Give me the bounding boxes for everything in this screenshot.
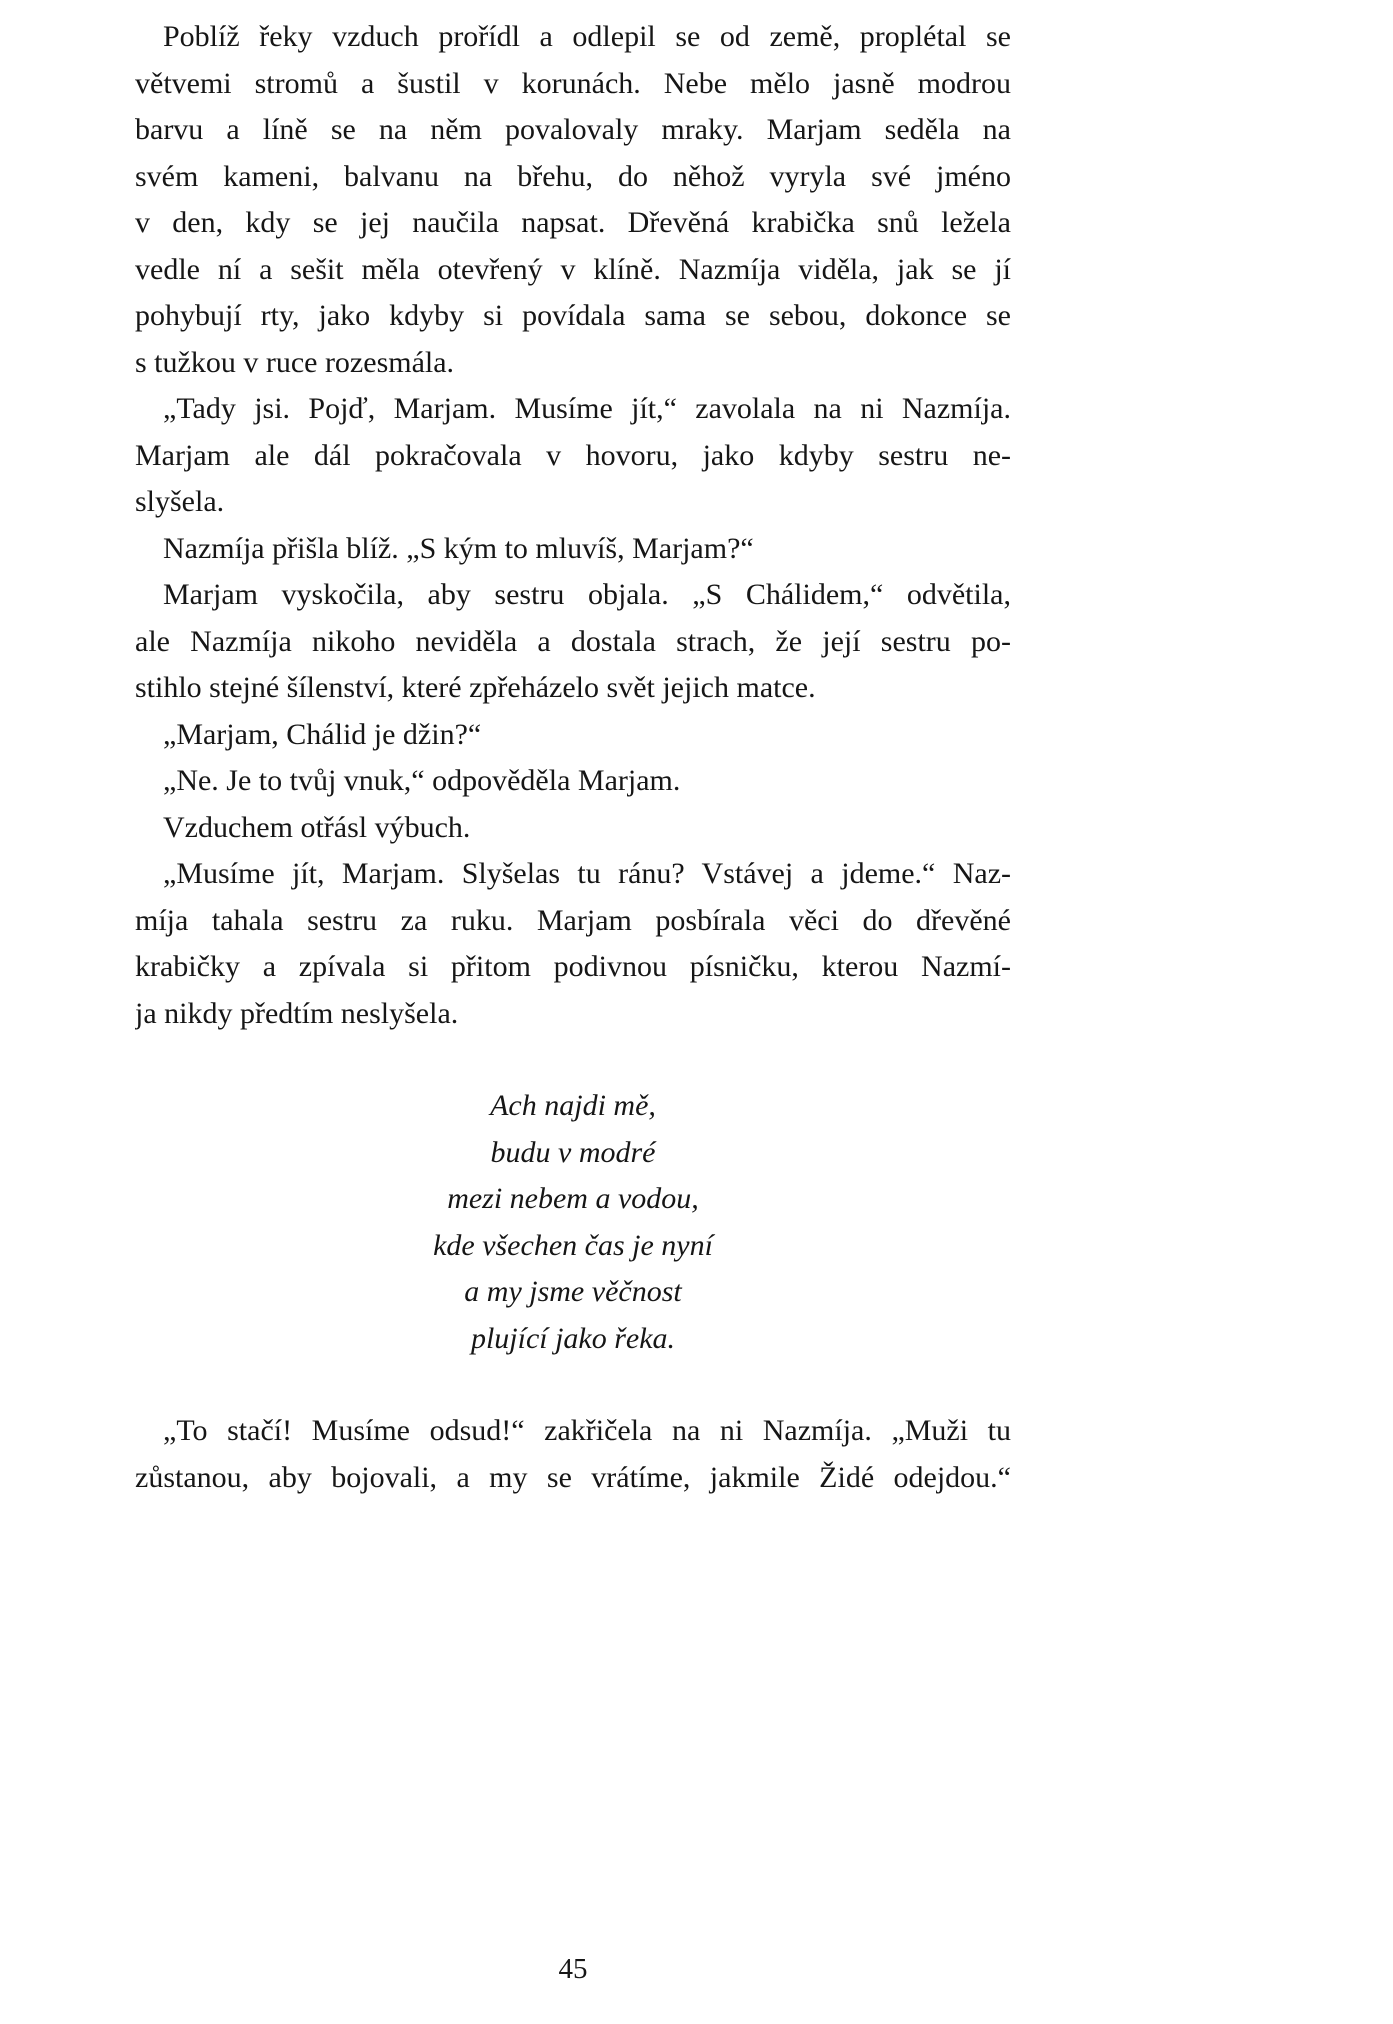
paragraph — [135, 805, 1011, 852]
text-line: „Ne. Je to tvůj vnuk,“ odpověděla Marjam. — [163, 764, 681, 797]
poem-line: mezi nebem a vodou, — [447, 1182, 699, 1215]
text-line: barvu a líně se na něm povalovaly mraky. Marjam seděla na — [135, 113, 1011, 146]
text-line: vedle ní a sešit měla otevřený v klíně. Nazmíja viděla, jak se jí — [135, 252, 1011, 286]
text-line: Nazmíja přišla blíž. „S kým to mluvíš, Marjam?“ — [163, 531, 754, 565]
poem-line: plující jako řeka. — [470, 1321, 676, 1355]
poem-line: Ach najdi mě, — [490, 1089, 656, 1122]
text-line: ale Nazmíja nikoho neviděla a dostala strach, že její sestru po- — [135, 624, 1011, 658]
text-line: „Musíme jít, Marjam. Slyšelas tu ránu? Vstávej a jdeme.“ Naz- — [163, 857, 1011, 890]
text-line: zůstanou, aby bojovali, a my se vrátíme, jakmile Židé odejdou.“ — [135, 1460, 1011, 1494]
paragraph — [135, 526, 1011, 573]
text-line: Marjam vyskočila, aby sestru objala. „S Chálidem,“ odvětila, — [163, 578, 1011, 611]
text-line: krabičky a zpívala si přitom podivnou písničku, kterou Nazmí- — [135, 950, 1011, 983]
poem-line: a my jsme věčnost — [464, 1275, 682, 1308]
text-line: Poblíž řeky vzduch prořídl a odlepil se od země, proplétal se — [163, 20, 1011, 53]
text-line: v den, kdy se jej naučila napsat. Dřevěná krabička snů ležela — [135, 206, 1011, 239]
text-line: pohybují rty, jako kdyby si povídala sama se sebou, dokonce se — [135, 299, 1011, 332]
poem-line: kde všechen čas je nyní — [433, 1228, 713, 1262]
text-line: Vzduchem otřásl výbuch. — [163, 810, 471, 844]
text-line: „Marjam, Chálid je džin?“ — [163, 717, 482, 751]
poem-line: budu v modré — [490, 1135, 656, 1169]
poem — [135, 1083, 1011, 1362]
paragraph — [135, 14, 1011, 386]
text-line: Marjam ale dál pokračovala v hovoru, jako kdyby sestru ne- — [135, 438, 1011, 472]
text-line: slyšela. — [135, 485, 225, 518]
paragraph — [135, 712, 1011, 759]
text-line: stihlo stejné šílenství, které zpřeházelo svět jejich matce. — [135, 671, 816, 704]
text-line: s tužkou v ruce rozesmála. — [135, 345, 455, 379]
paragraph — [135, 386, 1011, 526]
text-line: míja tahala sestru za ruku. Marjam posbírala věci do dřevěné — [135, 903, 1011, 937]
text-line: „Tady jsi. Pojď, Marjam. Musíme jít,“ zavolala na ni Nazmíja. — [163, 392, 1011, 425]
text-block — [135, 14, 1011, 1501]
text-line: větvemi stromů a šustil v korunách. Nebe mělo jasně modrou — [135, 66, 1011, 100]
page-number: 45 — [558, 1953, 588, 1985]
paragraph — [135, 572, 1011, 712]
text-line: ja nikdy předtím neslyšela. — [135, 996, 459, 1030]
text-line: svém kameni, balvanu na břehu, do něhož vyryla své jméno — [135, 159, 1011, 193]
paragraph — [135, 1408, 1011, 1501]
paragraph — [135, 851, 1011, 1037]
paragraph — [135, 758, 1011, 805]
text-line: „To stačí! Musíme odsud!“ zakřičela na ni Nazmíja. „Muži tu — [163, 1414, 1011, 1447]
